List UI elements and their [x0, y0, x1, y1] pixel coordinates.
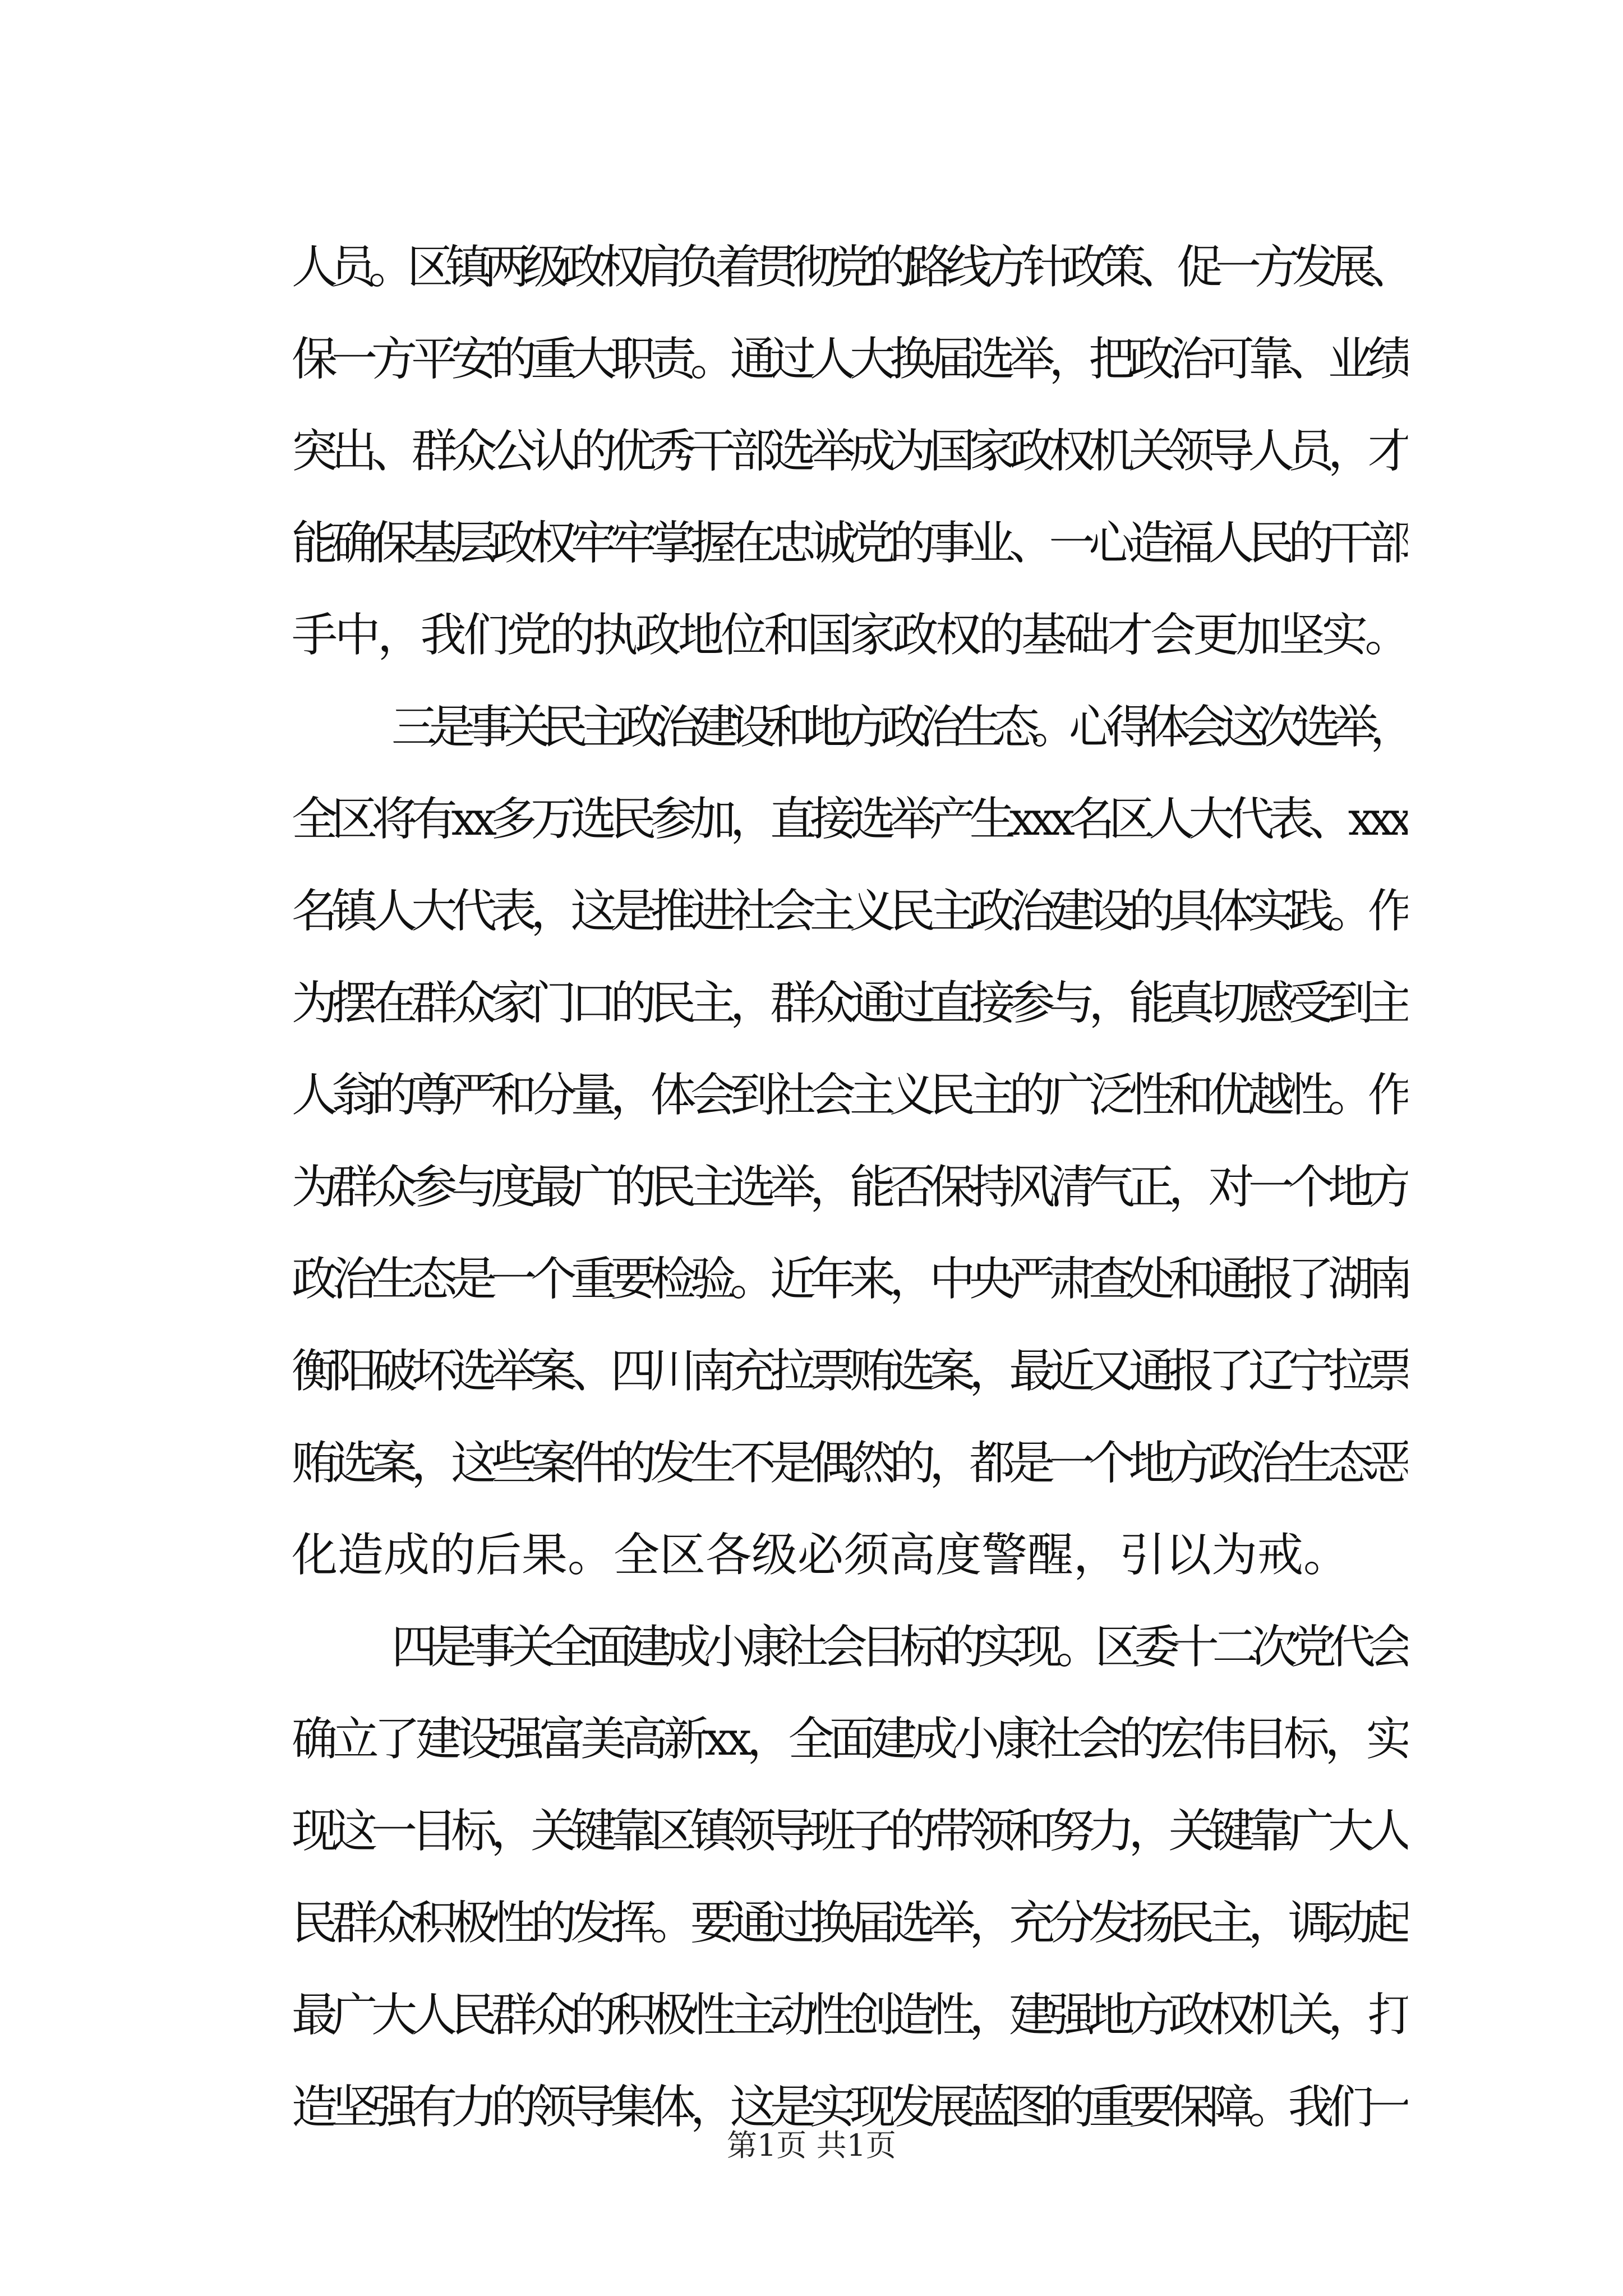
text-line: 造坚强有力的领导集体，这是实现发展蓝图的重要保障。我们一 [292, 2081, 1408, 2134]
paragraph-start-line: 三是事关民主政治建设和地方政治生态。心得体会这次选举， [391, 701, 1408, 754]
text-line: 为群众参与度最广的民主选举，能否保持风清气正，对一个地方 [292, 1161, 1408, 1214]
text-line: 名镇人大代表，这是推进社会主义民主政治建设的具体实践。作 [292, 885, 1408, 938]
text-line: 能确保基层政权牢牢掌握在忠诚党的事业、一心造福人民的干部 [292, 517, 1408, 570]
text-line: 确立了建设强富美高新xx，全面建成小康社会的宏伟目标，实 [292, 1713, 1408, 1766]
text-line: 民群众积极性的发挥。要通过换届选举，充分发扬民主，调动起 [292, 1897, 1408, 1950]
text-line: 最广大人民群众的积极性主动性创造性，建强地方政权机关，打 [292, 1989, 1408, 2042]
text-line: 人翁的尊严和分量，体会到社会主义民主的广泛性和优越性。作 [292, 1069, 1408, 1122]
text-line: 化造成的后果。全区各级必须高度警醒，引以为戒。 [292, 1529, 1350, 1582]
text-line: 保一方平安的重大职责。通过人大换届选举，把政治可靠、业绩 [292, 333, 1408, 386]
text-line: 衡阳破坏选举案、四川南充拉票贿选案，最近又通报了辽宁拉票 [292, 1345, 1408, 1398]
page-footer [0, 2126, 1623, 2165]
text-line: 人员。区镇两级政权肩负着贯彻党的路线方针政策、促一方发展、 [292, 241, 1408, 294]
paragraph-start-line: 四是事关全面建成小康社会目标的实现。区委十二次党代会 [391, 1621, 1408, 1674]
text-line: 全区将有xx多万选民参加，直接选举产生xxx名区人大代表、xxx [292, 793, 1408, 846]
document-body [292, 222, 1408, 2154]
page-number-label: 第1页 共1页 [727, 2128, 896, 2163]
text-line: 政治生态是一个重要检验。近年来，中央严肃查处和通报了湖南 [292, 1253, 1408, 1306]
text-line: 手中，我们党的执政地位和国家政权的基础才会更加坚实。 [292, 609, 1408, 662]
text-line: 现这一目标，关键靠区镇领导班子的带领和努力，关键靠广大人 [292, 1805, 1408, 1858]
text-line: 为摆在群众家门口的民主，群众通过直接参与，能真切感受到主 [292, 977, 1408, 1030]
text-line: 贿选案，这些案件的发生不是偶然的，都是一个地方政治生态恶 [292, 1437, 1408, 1490]
text-line: 突出、群众公认的优秀干部选举成为国家政权机关领导人员，才 [292, 425, 1408, 478]
